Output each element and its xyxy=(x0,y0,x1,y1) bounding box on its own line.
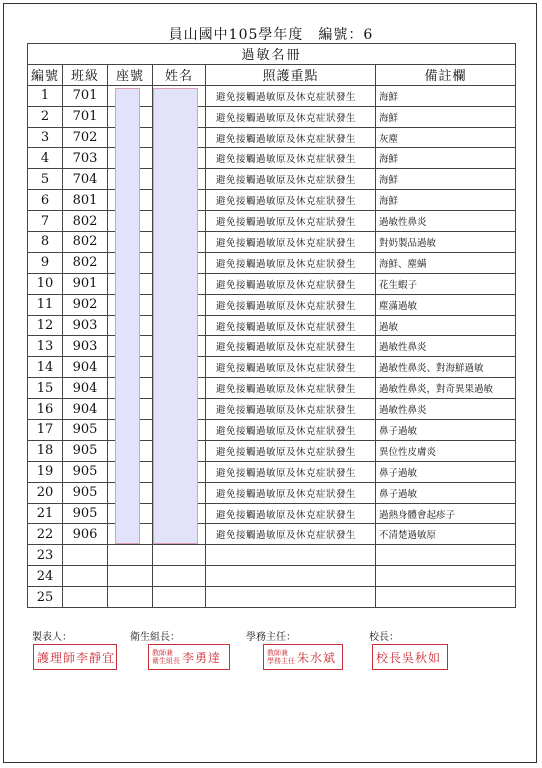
cell-remark: 過敏性鼻炎、對海鮮過敏 xyxy=(376,357,516,378)
cell-number: 10 xyxy=(28,273,63,294)
column-header-class: 班級 xyxy=(63,64,108,85)
cell-number: 15 xyxy=(28,378,63,399)
cell-remark: 過熱身體會起疹子 xyxy=(376,503,516,524)
cell-care-point: 避免接觸過敏原及休克症狀發生 xyxy=(206,315,376,336)
cell-class: 801 xyxy=(63,190,108,211)
roster-subtitle: 過敏名冊 xyxy=(28,44,516,65)
student-affairs-seal-stamp xyxy=(263,644,343,670)
student-affairs-seal-title-line1: 教師兼 xyxy=(267,649,288,657)
header-row xyxy=(28,64,516,85)
cell-care-point: 避免接觸過敏原及休克症狀發生 xyxy=(206,336,376,357)
cell-remark: 海鮮 xyxy=(376,85,516,106)
cell-remark: 塵滿過敏 xyxy=(376,294,516,315)
cell-class: 904 xyxy=(63,399,108,420)
student-affairs-seal-name: 朱水斌 xyxy=(297,650,337,665)
cell-care-point: 避免接觸過敏原及休克症狀發生 xyxy=(206,524,376,545)
table-row xyxy=(28,440,516,461)
cell-class: 702 xyxy=(63,127,108,148)
table-row xyxy=(28,273,516,294)
cell-name xyxy=(153,545,206,566)
cell-class: 904 xyxy=(63,378,108,399)
cell-remark: 海鮮 xyxy=(376,169,516,190)
table-row xyxy=(28,461,516,482)
cell-number: 7 xyxy=(28,211,63,232)
cell-class: 903 xyxy=(63,336,108,357)
preparer-seal-stamp xyxy=(33,644,117,670)
cell-class: 905 xyxy=(63,440,108,461)
cell-care-point xyxy=(206,587,376,608)
signature-label-principal: 校長： xyxy=(369,632,399,643)
cell-class: 905 xyxy=(63,503,108,524)
cell-number: 2 xyxy=(28,106,63,127)
cell-care-point: 避免接觸過敏原及休克症狀發生 xyxy=(206,211,376,232)
column-header-care: 照護重點 xyxy=(206,64,376,85)
table-row xyxy=(28,190,516,211)
column-header-name: 姓名 xyxy=(153,64,206,85)
table-row xyxy=(28,232,516,253)
cell-care-point: 避免接觸過敏原及休克症狀發生 xyxy=(206,169,376,190)
cell-remark: 過敏性鼻炎 xyxy=(376,399,516,420)
health-chief-seal-title-line2: 衛生組長 xyxy=(152,657,180,665)
cell-seat xyxy=(108,587,153,608)
cell-number: 13 xyxy=(28,336,63,357)
cell-care-point: 避免接觸過敏原及休克症狀發生 xyxy=(206,127,376,148)
cell-remark: 不清楚過敏原 xyxy=(376,524,516,545)
cell-number: 17 xyxy=(28,420,63,441)
cell-care-point: 避免接觸過敏原及休克症狀發生 xyxy=(206,294,376,315)
student-affairs-seal-title xyxy=(267,649,295,665)
cell-care-point: 避免接觸過敏原及休克症狀發生 xyxy=(206,252,376,273)
table-row xyxy=(28,357,516,378)
cell-remark xyxy=(376,566,516,587)
cell-seat xyxy=(108,566,153,587)
cell-number: 19 xyxy=(28,461,63,482)
cell-care-point: 避免接觸過敏原及休克症狀發生 xyxy=(206,461,376,482)
cell-name xyxy=(153,566,206,587)
cell-care-point: 避免接觸過敏原及休克症狀發生 xyxy=(206,85,376,106)
table-row xyxy=(28,503,516,524)
cell-class: 703 xyxy=(63,148,108,169)
cell-class: 902 xyxy=(63,294,108,315)
cell-care-point: 避免接觸過敏原及休克症狀發生 xyxy=(206,378,376,399)
cell-care-point: 避免接觸過敏原及休克症狀發生 xyxy=(206,482,376,503)
cell-care-point: 避免接觸過敏原及休克症狀發生 xyxy=(206,273,376,294)
cell-remark: 異位性皮膚炎 xyxy=(376,440,516,461)
cell-class xyxy=(63,545,108,566)
table-row xyxy=(28,148,516,169)
cell-number: 6 xyxy=(28,190,63,211)
table-row xyxy=(28,587,516,608)
health-chief-seal-name: 李勇達 xyxy=(182,650,222,665)
cell-class: 903 xyxy=(63,315,108,336)
table-row xyxy=(28,127,516,148)
cell-number: 21 xyxy=(28,503,63,524)
table-row xyxy=(28,85,516,106)
principal-seal-text: 校長吳秋如 xyxy=(376,650,442,665)
table-row xyxy=(28,169,516,190)
cell-number: 22 xyxy=(28,524,63,545)
cell-number: 20 xyxy=(28,482,63,503)
cell-remark xyxy=(376,587,516,608)
health-chief-seal-title-line1: 教師兼 xyxy=(152,649,173,657)
cell-class: 904 xyxy=(63,357,108,378)
cell-class: 701 xyxy=(63,85,108,106)
table-row xyxy=(28,420,516,441)
cell-number: 8 xyxy=(28,232,63,253)
cell-number: 24 xyxy=(28,566,63,587)
principal-seal-stamp xyxy=(372,644,448,670)
cell-remark: 鼻子過敏 xyxy=(376,482,516,503)
table-row xyxy=(28,336,516,357)
table-row xyxy=(28,294,516,315)
cell-remark: 過敏性鼻炎 xyxy=(376,336,516,357)
signature-label-preparer: 製表人： xyxy=(32,632,72,643)
cell-remark: 過敏性鼻炎 xyxy=(376,211,516,232)
cell-remark: 過敏性鼻炎，對奇異果過敏 xyxy=(376,378,516,399)
cell-remark: 海鮮 xyxy=(376,148,516,169)
cell-number: 25 xyxy=(28,587,63,608)
cell-remark: 鼻子過敏 xyxy=(376,420,516,441)
table-row xyxy=(28,399,516,420)
cell-care-point: 避免接觸過敏原及休克症狀發生 xyxy=(206,148,376,169)
cell-care-point xyxy=(206,566,376,587)
cell-number: 14 xyxy=(28,357,63,378)
cell-class: 802 xyxy=(63,232,108,253)
cell-care-point: 避免接觸過敏原及休克症狀發生 xyxy=(206,106,376,127)
cell-class xyxy=(63,587,108,608)
cell-remark: 灰塵 xyxy=(376,127,516,148)
cell-remark: 海鮮 xyxy=(376,190,516,211)
table-row xyxy=(28,482,516,503)
cell-class: 704 xyxy=(63,169,108,190)
table-row xyxy=(28,315,516,336)
cell-remark: 過敏 xyxy=(376,315,516,336)
redacted-name-column xyxy=(153,88,198,544)
cell-care-point xyxy=(206,545,376,566)
cell-care-point: 避免接觸過敏原及休克症狀發生 xyxy=(206,440,376,461)
cell-care-point: 避免接觸過敏原及休克症狀發生 xyxy=(206,232,376,253)
health-chief-seal-stamp xyxy=(148,644,230,670)
allergy-roster-table xyxy=(27,43,516,608)
column-header-remarks: 備註欄 xyxy=(376,64,516,85)
cell-class: 802 xyxy=(63,252,108,273)
cell-care-point: 避免接觸過敏原及休克症狀發生 xyxy=(206,399,376,420)
cell-number: 16 xyxy=(28,399,63,420)
cell-remark: 海鮮、塵螨 xyxy=(376,252,516,273)
cell-care-point: 避免接觸過敏原及休克症狀發生 xyxy=(206,357,376,378)
cell-care-point: 避免接觸過敏原及休克症狀發生 xyxy=(206,503,376,524)
cell-number: 18 xyxy=(28,440,63,461)
cell-number: 12 xyxy=(28,315,63,336)
cell-remark: 對奶製品過敏 xyxy=(376,232,516,253)
cell-number: 1 xyxy=(28,85,63,106)
signature-label-student-affairs: 學務主任： xyxy=(246,632,296,643)
cell-number: 11 xyxy=(28,294,63,315)
table-row xyxy=(28,252,516,273)
column-header-number: 編號 xyxy=(28,64,63,85)
redacted-seat-column xyxy=(115,88,140,544)
cell-number: 9 xyxy=(28,252,63,273)
cell-class: 905 xyxy=(63,461,108,482)
cell-class: 701 xyxy=(63,106,108,127)
cell-class: 906 xyxy=(63,524,108,545)
table-row xyxy=(28,378,516,399)
cell-class: 901 xyxy=(63,273,108,294)
cell-number: 4 xyxy=(28,148,63,169)
cell-care-point: 避免接觸過敏原及休克症狀發生 xyxy=(206,420,376,441)
column-header-seat: 座號 xyxy=(108,64,153,85)
cell-remark: 花生蝦子 xyxy=(376,273,516,294)
cell-number: 3 xyxy=(28,127,63,148)
table-row xyxy=(28,566,516,587)
cell-class: 802 xyxy=(63,211,108,232)
health-chief-seal-title xyxy=(152,649,180,665)
cell-name xyxy=(153,587,206,608)
table-row xyxy=(28,545,516,566)
cell-class xyxy=(63,566,108,587)
cell-remark: 鼻子過敏 xyxy=(376,461,516,482)
cell-number: 5 xyxy=(28,169,63,190)
cell-number: 23 xyxy=(28,545,63,566)
cell-remark: 海鮮 xyxy=(376,106,516,127)
table-row xyxy=(28,211,516,232)
document-title: 員山國中105學年度 編號：6 xyxy=(168,27,374,43)
table-row xyxy=(28,106,516,127)
subtitle-row xyxy=(28,44,516,65)
preparer-seal-text: 護理師李靜宜 xyxy=(37,650,116,665)
signature-label-health-chief: 衛生組長： xyxy=(130,632,180,643)
cell-class: 905 xyxy=(63,482,108,503)
table-row xyxy=(28,524,516,545)
cell-seat xyxy=(108,545,153,566)
student-affairs-seal-title-line2: 學務主任 xyxy=(267,657,295,665)
cell-care-point: 避免接觸過敏原及休克症狀發生 xyxy=(206,190,376,211)
cell-remark xyxy=(376,545,516,566)
cell-class: 905 xyxy=(63,420,108,441)
